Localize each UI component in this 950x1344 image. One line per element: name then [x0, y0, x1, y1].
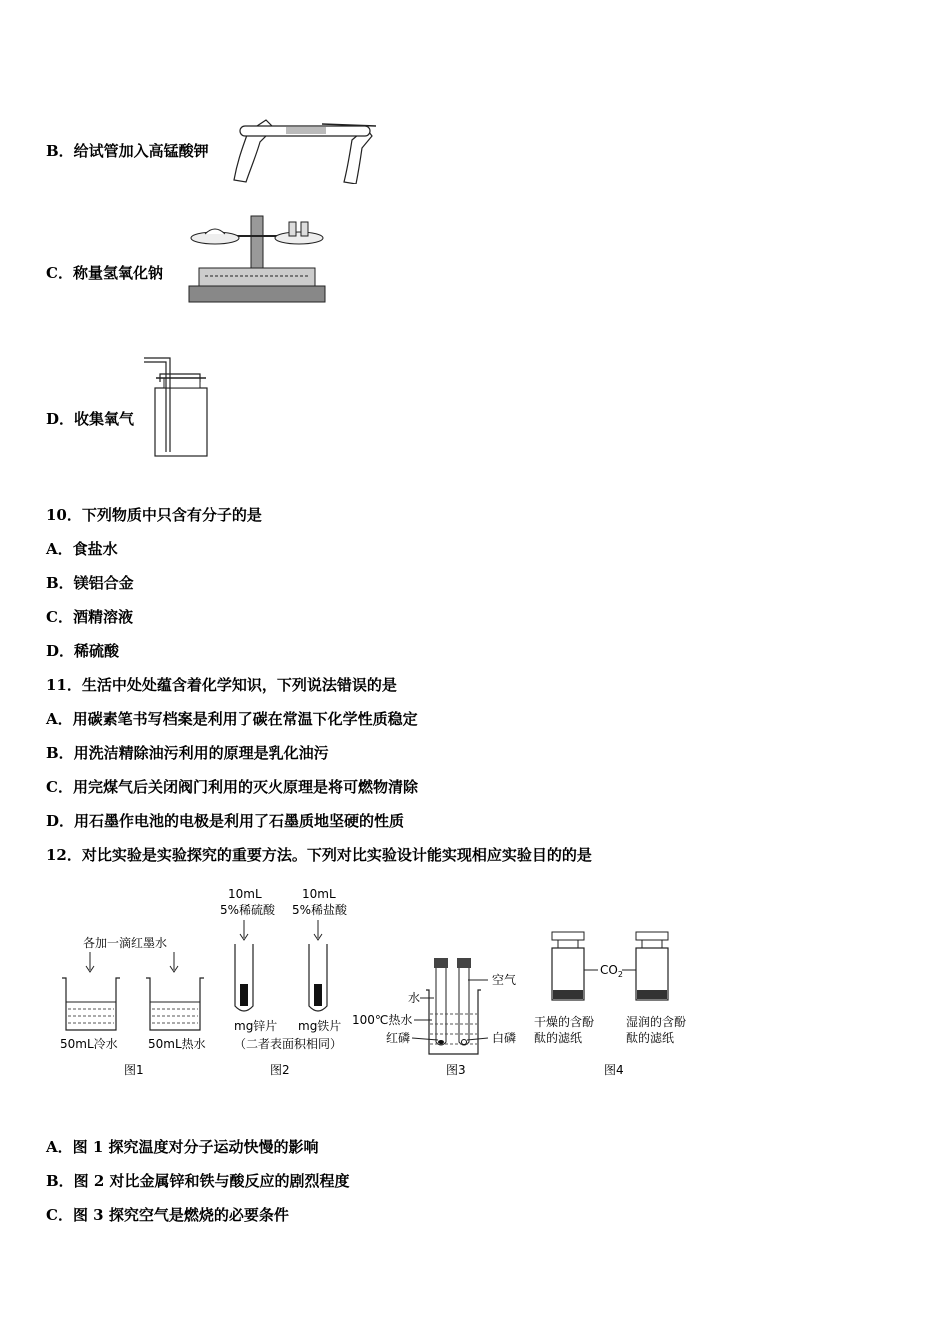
fig2-note: （二者表面积相同） [234, 1037, 343, 1051]
q11-option-b: B．用洗洁精除油污利用的原理是乳化油污 [46, 744, 329, 762]
fig4-caption: 图4 [604, 1063, 624, 1077]
fig2-acid2-volume: 10mL [302, 887, 336, 901]
q9-option-c: C．称量氢氧化钠 [46, 264, 163, 282]
q12-stem: 12．对比实验是实验探究的重要方法。下列对比实验设计能实现相应实验目的的是 [46, 846, 592, 864]
fig2-metal1-label: mg锌片 [234, 1019, 278, 1033]
fig4-gas-label: $CO_2$ [600, 963, 623, 979]
q11-stem: 11．生活中处处蕴含着化学知识，下列说法错误的是 [46, 676, 397, 694]
q12-option-c: C．图 3 探究空气是燃烧的必要条件 [46, 1206, 289, 1224]
fig1-top-label: 各加一滴红墨水 [83, 936, 168, 950]
fig2-metal2-label: mg铁片 [298, 1019, 342, 1033]
fig1-caption: 图1 [124, 1063, 144, 1077]
fig2-caption: 图2 [270, 1063, 290, 1077]
fig3-hot-water-label: 100℃热水 [352, 1013, 413, 1027]
fig3-red-phosphorus-label: 红磷 [386, 1031, 411, 1045]
contrast-experiment-figure [48, 882, 708, 1082]
fig4-wet-paper-line1: 湿润的含酚 [626, 1015, 687, 1029]
fig4-dry-paper-line1: 干燥的含酚 [534, 1015, 595, 1029]
fig4-wet-paper-line2: 酞的滤纸 [626, 1031, 675, 1045]
fig3-white-phosphorus-label: 白磷 [492, 1031, 517, 1045]
fig2-acid1-volume: 10mL [228, 887, 262, 901]
fig1-beaker2-label: 50mL热水 [148, 1037, 206, 1051]
figure-4 [534, 932, 686, 1077]
q12-option-a: A．图 1 探究温度对分子运动快慢的影响 [46, 1138, 319, 1156]
test-tube-powder-illustration [226, 112, 376, 184]
q10-option-c: C．酒精溶液 [46, 608, 133, 626]
q10-stem: 10．下列物质中只含有分子的是 [46, 506, 262, 524]
q12-option-b: B．图 2 对比金属锌和铁与酸反应的剧烈程度 [46, 1172, 350, 1190]
fig3-water-label: 水 [408, 991, 421, 1005]
q11-option-c: C．用完煤气后关闭阀门利用的灭火原理是将可燃物清除 [46, 778, 418, 796]
fig1-beaker1-label: 50mL冷水 [60, 1037, 118, 1051]
q10-option-d: D．稀硫酸 [46, 642, 120, 660]
figure-2 [220, 887, 348, 1077]
q9-option-d: D．收集氧气 [46, 410, 135, 428]
q10-option-b: B．镁铝合金 [46, 574, 134, 592]
q11-option-a: A．用碳素笔书写档案是利用了碳在常温下化学性质稳定 [46, 710, 418, 728]
balance-scale-illustration [185, 210, 330, 306]
fig4-dry-paper-line2: 酞的滤纸 [534, 1031, 583, 1045]
figure-1 [60, 935, 206, 1077]
q9-option-b: B．给试管加入高锰酸钾 [46, 142, 209, 160]
fig3-caption: 图3 [446, 1063, 466, 1077]
gas-collection-bottle-illustration [140, 352, 212, 460]
fig3-air-label: 空气 [492, 973, 517, 987]
q10-option-a: A．食盐水 [46, 540, 118, 558]
figure-3 [352, 958, 516, 1077]
fig2-acid1-label: 5%稀硫酸 [220, 903, 276, 917]
q11-option-d: D．用石墨作电池的电极是利用了石墨质地坚硬的性质 [46, 812, 405, 830]
fig2-acid2-label: 5%稀盐酸 [292, 903, 348, 917]
